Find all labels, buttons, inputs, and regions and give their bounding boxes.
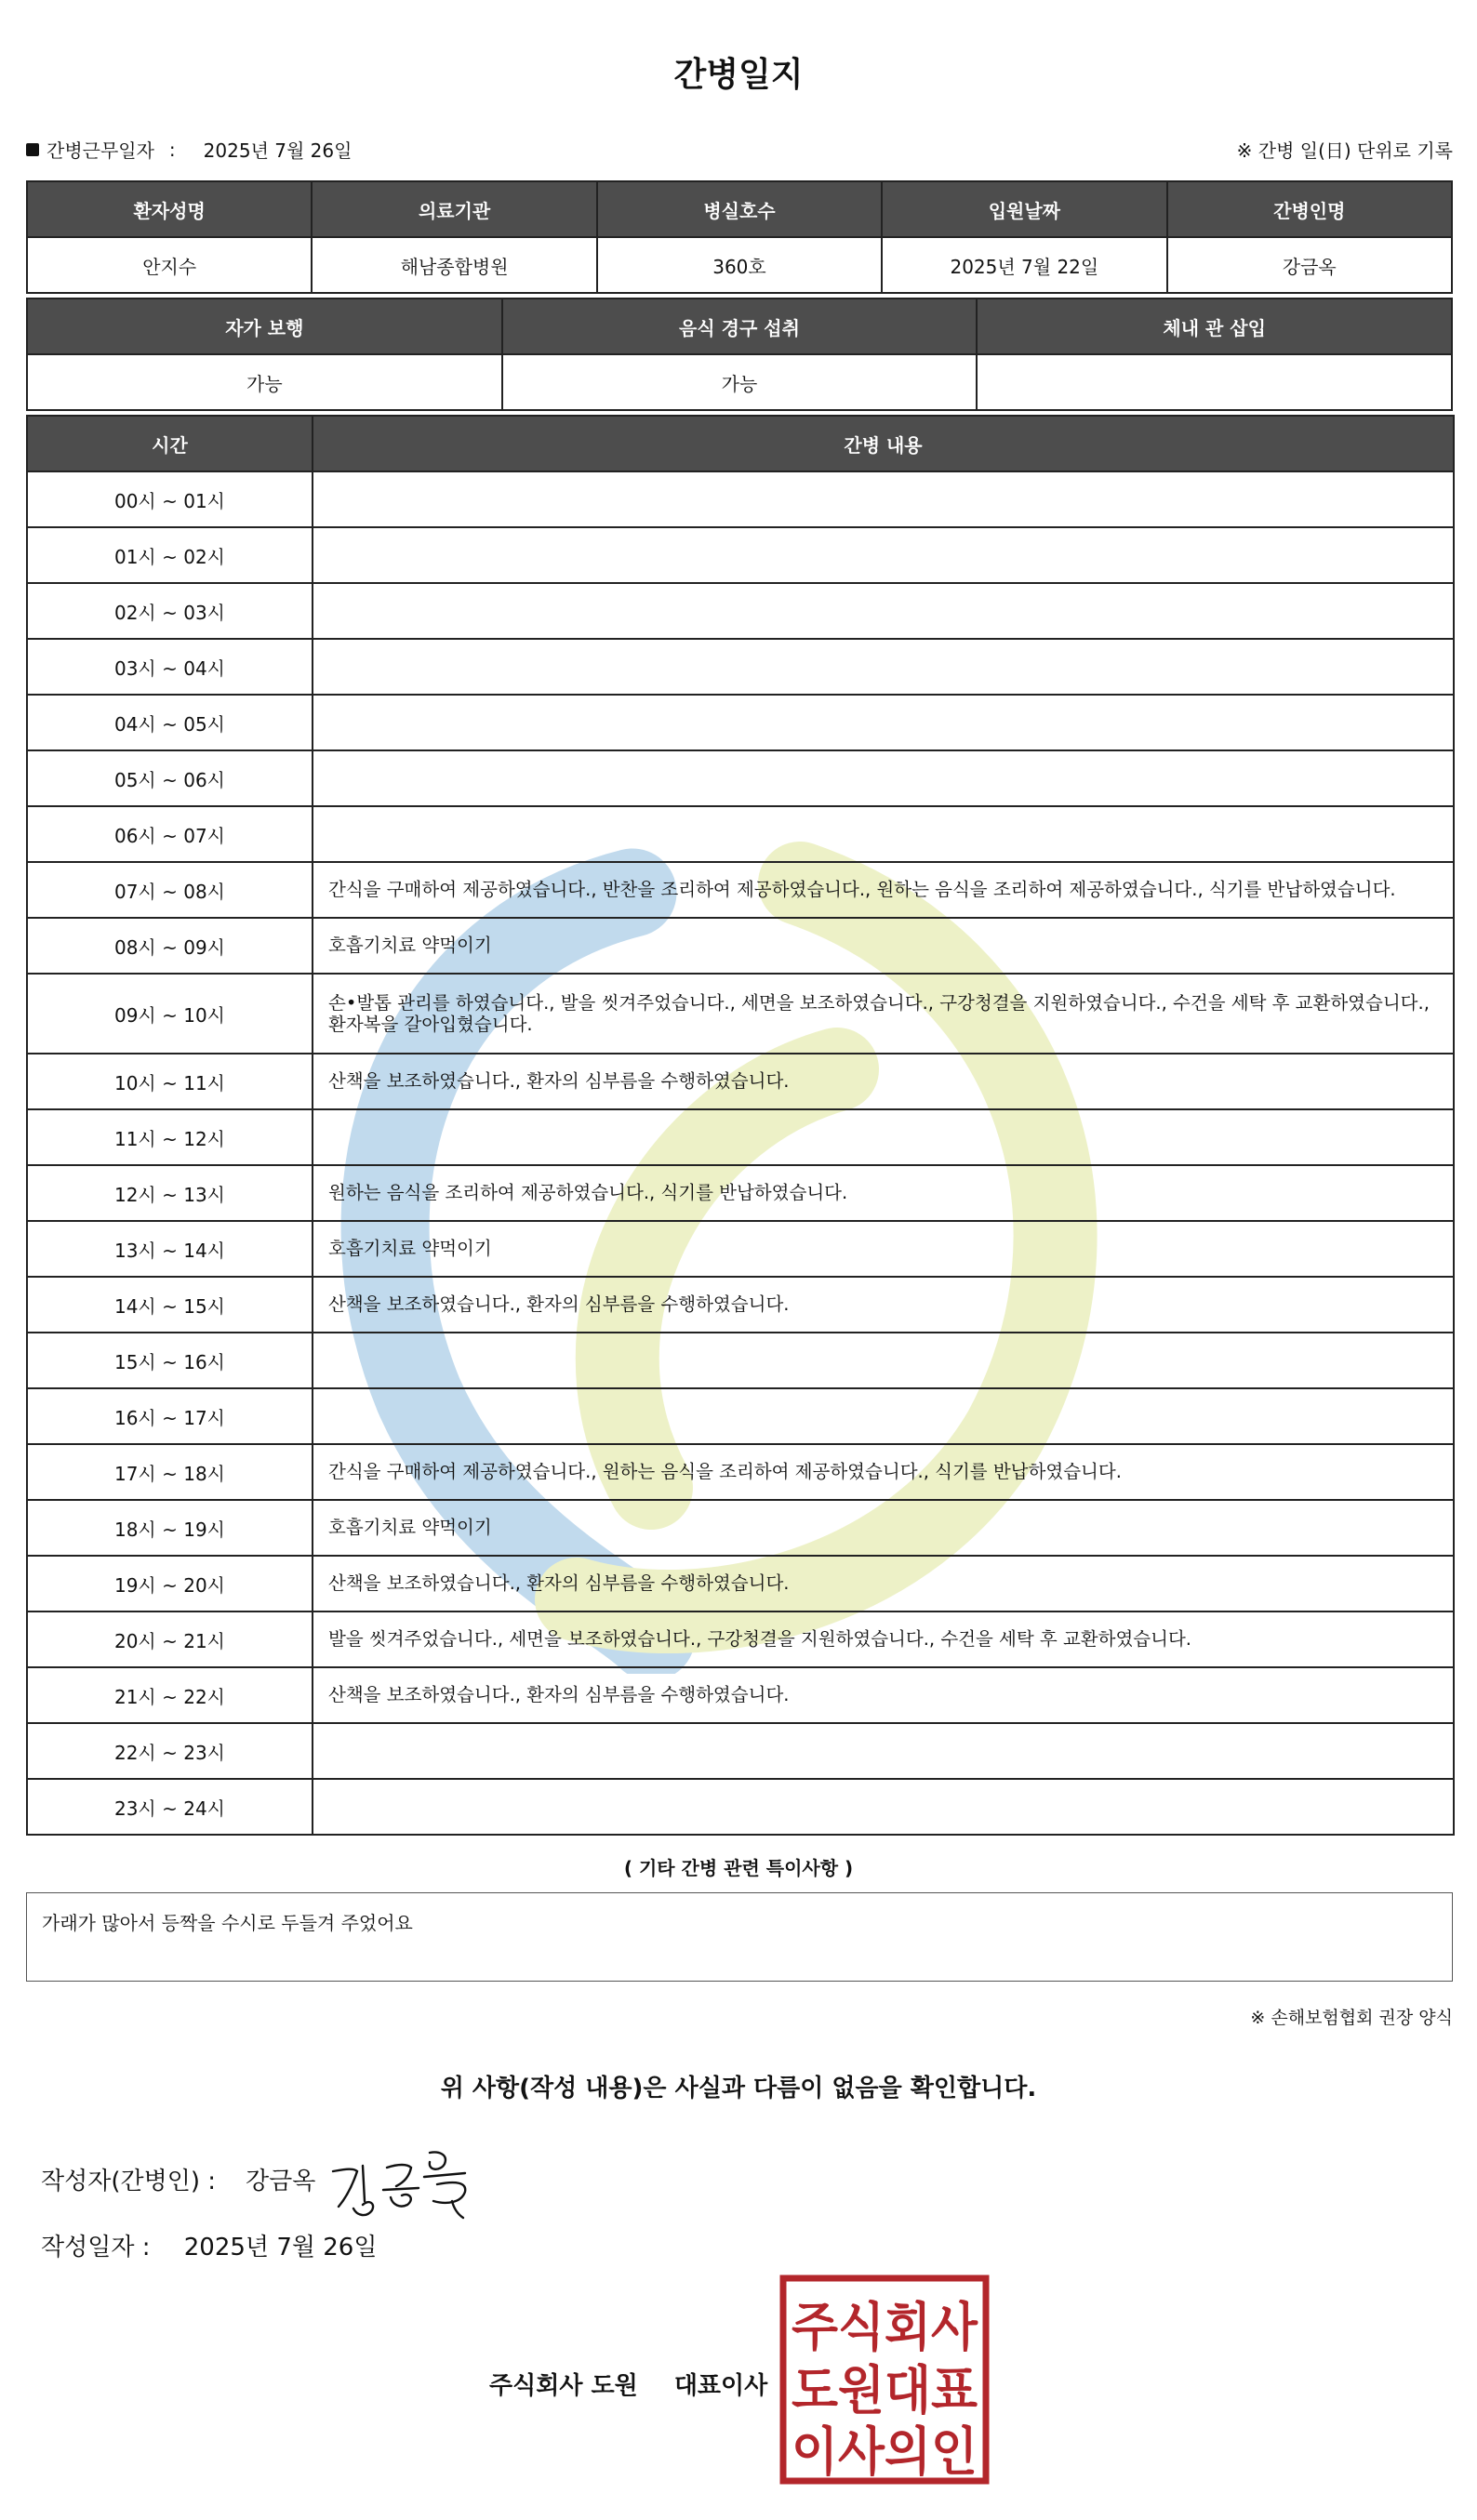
care-log-time: 15시 ~ 16시 bbox=[27, 1333, 313, 1388]
patient-status-table bbox=[26, 298, 1453, 411]
record-unit-note: ※ 간병 일(日) 단위로 기록 bbox=[1236, 139, 1453, 162]
written-date-line bbox=[41, 2228, 377, 2262]
confirmation-statement: 위 사항(작성 내용)은 사실과 다름이 없음을 확인합니다. bbox=[440, 2075, 1037, 2102]
representative-title: 대표이사 bbox=[673, 2372, 768, 2400]
care-log-row bbox=[27, 1388, 1454, 1444]
tube-insertion-value bbox=[977, 354, 1452, 410]
care-log-row bbox=[27, 583, 1454, 639]
oral-intake-value: 가능 bbox=[502, 354, 978, 410]
care-log-row bbox=[27, 862, 1454, 918]
writer-line bbox=[41, 2162, 315, 2196]
care-log-content: 발을 씻겨주었습니다., 세면을 보조하였습니다., 구강청결을 지원하였습니다., 수건을 세탁 후 교환하였습니다. bbox=[313, 1611, 1454, 1667]
care-log-time: 05시 ~ 06시 bbox=[27, 750, 313, 806]
handwritten-signature bbox=[326, 2143, 493, 2227]
patient-name: 안지수 bbox=[27, 237, 312, 293]
header-room: 병실호수 bbox=[597, 181, 882, 237]
written-date-label: 작성일자 : bbox=[41, 2234, 151, 2261]
header-caregiver: 간병인명 bbox=[1167, 181, 1452, 237]
writer-name: 강금옥 bbox=[246, 2168, 316, 2195]
care-log-content bbox=[313, 750, 1454, 806]
care-log-time: 07시 ~ 08시 bbox=[27, 862, 313, 918]
care-log-time: 09시 ~ 10시 bbox=[27, 974, 313, 1054]
care-log-time: 11시 ~ 12시 bbox=[27, 1109, 313, 1165]
work-date-value: 2025년 7월 26일 bbox=[203, 139, 353, 162]
admission-date: 2025년 7월 22일 bbox=[882, 237, 1166, 293]
care-log-content bbox=[313, 583, 1454, 639]
care-log-row bbox=[27, 1165, 1454, 1221]
patient-status-header-row bbox=[27, 298, 1452, 354]
work-date-separator: : bbox=[168, 138, 176, 161]
care-log-row bbox=[27, 695, 1454, 750]
room-number: 360호 bbox=[597, 237, 882, 293]
care-log-content: 산책을 보조하였습니다., 환자의 심부름을 수행하였습니다. bbox=[313, 1667, 1454, 1723]
company-line bbox=[489, 2367, 767, 2401]
written-date-value: 2025년 7월 26일 bbox=[183, 2234, 378, 2261]
care-log-time: 04시 ~ 05시 bbox=[27, 695, 313, 750]
care-log-time: 02시 ~ 03시 bbox=[27, 583, 313, 639]
care-log-time: 12시 ~ 13시 bbox=[27, 1165, 313, 1221]
care-log-row bbox=[27, 1556, 1454, 1611]
header-admission-date: 입원날짜 bbox=[882, 181, 1166, 237]
care-log-time: 19시 ~ 20시 bbox=[27, 1556, 313, 1611]
care-log-time: 08시 ~ 09시 bbox=[27, 918, 313, 974]
patient-info-table bbox=[26, 180, 1453, 294]
care-log-content bbox=[313, 695, 1454, 750]
header-patient-name: 환자성명 bbox=[27, 181, 312, 237]
care-log-row bbox=[27, 1500, 1454, 1556]
care-log-content: 손•발톱 관리를 하였습니다., 발을 씻겨주었습니다., 세면을 보조하였습니다., 구강청결을 지원하였습니다., 수건을 세탁 후 교환하였습니다., 환자복을 갈아입혔습니다. bbox=[313, 974, 1454, 1054]
care-log-row bbox=[27, 639, 1454, 695]
care-log-content bbox=[313, 1779, 1454, 1835]
care-log-content: 산책을 보조하였습니다., 환자의 심부름을 수행하였습니다. bbox=[313, 1054, 1454, 1109]
care-log-header-row bbox=[27, 416, 1454, 471]
care-log-row bbox=[27, 750, 1454, 806]
care-log-time: 22시 ~ 23시 bbox=[27, 1723, 313, 1779]
care-log-row bbox=[27, 1611, 1454, 1667]
care-log-content bbox=[313, 527, 1454, 583]
header-hospital: 의료기관 bbox=[312, 181, 596, 237]
work-date-block bbox=[26, 136, 352, 163]
care-log-table bbox=[26, 415, 1455, 1836]
care-log-row bbox=[27, 1221, 1454, 1277]
notes-title: ( 기타 간병 관련 특이사항 ) bbox=[623, 1857, 854, 1879]
care-log-time: 10시 ~ 11시 bbox=[27, 1054, 313, 1109]
care-log-content: 간식을 구매하여 제공하였습니다., 반찬을 조리하여 제공하였습니다., 원하는 음식을 조리하여 제공하였습니다., 식기를 반납하였습니다. bbox=[313, 862, 1454, 918]
care-log-time: 21시 ~ 22시 bbox=[27, 1667, 313, 1723]
notes-box bbox=[26, 1892, 1453, 1982]
header-self-walking: 자가 보행 bbox=[27, 298, 502, 354]
care-log-time: 03시 ~ 04시 bbox=[27, 639, 313, 695]
care-log-content: 간식을 구매하여 제공하였습니다., 원하는 음식을 조리하여 제공하였습니다., 식기를 반납하였습니다. bbox=[313, 1444, 1454, 1500]
patient-info-header-row bbox=[27, 181, 1452, 237]
care-log-row bbox=[27, 1723, 1454, 1779]
care-log-row bbox=[27, 1109, 1454, 1165]
care-log-time: 00시 ~ 01시 bbox=[27, 471, 313, 527]
care-log-content: 호흡기치료 약먹이기 bbox=[313, 918, 1454, 974]
seal-line-2: 도원대표 bbox=[792, 2361, 978, 2421]
care-log-row bbox=[27, 974, 1454, 1054]
care-log-row bbox=[27, 1333, 1454, 1388]
care-log-row bbox=[27, 1054, 1454, 1109]
company-seal-stamp bbox=[779, 2275, 990, 2485]
meta-row bbox=[26, 136, 1453, 166]
care-log-body bbox=[27, 471, 1454, 1835]
care-log-row bbox=[27, 1667, 1454, 1723]
recommended-form-note: ※ 손해보험협회 권장 양식 bbox=[1250, 2008, 1453, 2028]
care-log-time: 14시 ~ 15시 bbox=[27, 1277, 313, 1333]
hospital-name: 해남종합병원 bbox=[312, 237, 596, 293]
work-date-label: 간병근무일자 bbox=[47, 139, 154, 162]
care-log-row bbox=[27, 918, 1454, 974]
care-log-time: 01시 ~ 02시 bbox=[27, 527, 313, 583]
care-log-row bbox=[27, 527, 1454, 583]
writer-label: 작성자(간병인) : bbox=[41, 2168, 217, 2195]
care-log-content bbox=[313, 806, 1454, 862]
page-title: 간병일지 bbox=[673, 56, 804, 94]
header-time: 시간 bbox=[27, 416, 313, 471]
care-log-time: 18시 ~ 19시 bbox=[27, 1500, 313, 1556]
care-log-content: 산책을 보조하였습니다., 환자의 심부름을 수행하였습니다. bbox=[313, 1277, 1454, 1333]
care-log-time: 23시 ~ 24시 bbox=[27, 1779, 313, 1835]
care-log-time: 13시 ~ 14시 bbox=[27, 1221, 313, 1277]
patient-status-value-row bbox=[27, 354, 1452, 410]
care-log-time: 17시 ~ 18시 bbox=[27, 1444, 313, 1500]
seal-line-1: 주식회사 bbox=[792, 2298, 978, 2358]
seal-line-3: 이사의인 bbox=[792, 2422, 978, 2483]
care-log-row bbox=[27, 1277, 1454, 1333]
care-log-content: 원하는 음식을 조리하여 제공하였습니다., 식기를 반납하였습니다. bbox=[313, 1165, 1454, 1221]
notes-text: 가래가 많아서 등짝을 수시로 두들겨 주었어요 bbox=[42, 1912, 413, 1934]
care-log-content bbox=[313, 1109, 1454, 1165]
care-log-content bbox=[313, 639, 1454, 695]
care-log-content bbox=[313, 1333, 1454, 1388]
bullet-square-icon bbox=[26, 143, 39, 156]
care-log-row bbox=[27, 806, 1454, 862]
care-log-time: 06시 ~ 07시 bbox=[27, 806, 313, 862]
care-log-content bbox=[313, 1723, 1454, 1779]
care-log-row bbox=[27, 471, 1454, 527]
care-log-content: 호흡기치료 약먹이기 bbox=[313, 1221, 1454, 1277]
care-log-content bbox=[313, 471, 1454, 527]
care-log-content bbox=[313, 1388, 1454, 1444]
care-log-time: 16시 ~ 17시 bbox=[27, 1388, 313, 1444]
care-log-time: 20시 ~ 21시 bbox=[27, 1611, 313, 1667]
care-log-row bbox=[27, 1444, 1454, 1500]
self-walking-value: 가능 bbox=[27, 354, 502, 410]
header-tube-insertion: 체내 관 삽입 bbox=[977, 298, 1452, 354]
care-log-content: 호흡기치료 약먹이기 bbox=[313, 1500, 1454, 1556]
header-care-content: 간병 내용 bbox=[313, 416, 1454, 471]
header-oral-intake: 음식 경구 섭취 bbox=[502, 298, 978, 354]
care-log-content: 산책을 보조하였습니다., 환자의 심부름을 수행하였습니다. bbox=[313, 1556, 1454, 1611]
care-log-row bbox=[27, 1779, 1454, 1835]
patient-info-value-row bbox=[27, 237, 1452, 293]
caregiver-name: 강금옥 bbox=[1167, 237, 1452, 293]
company-name: 주식회사 도원 bbox=[489, 2372, 638, 2400]
